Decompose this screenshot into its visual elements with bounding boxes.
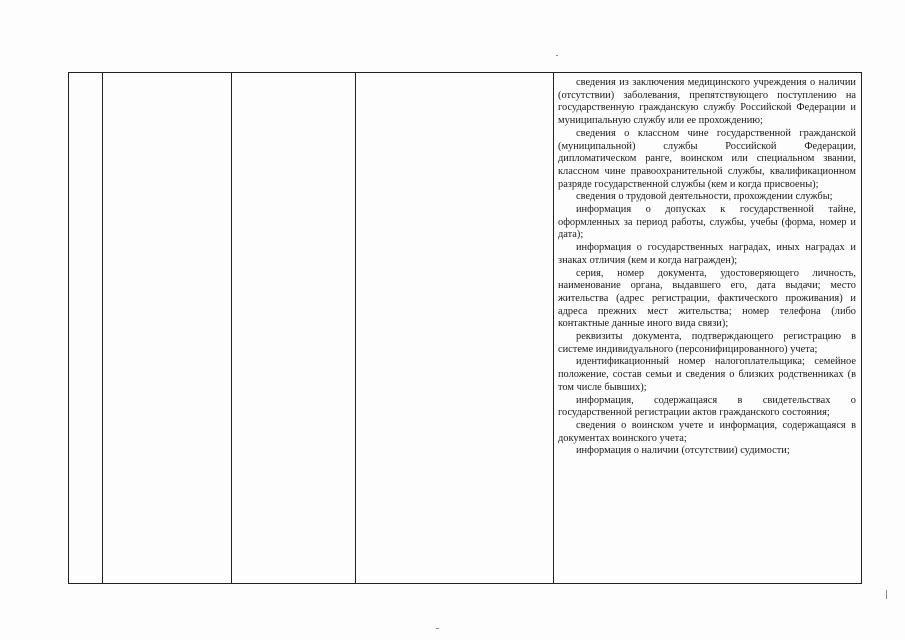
paragraph-class-rank: сведения о классном чине государственной гражданской (муниципальной) службы Российской Федерации, дипломатическом ранге, воинском или специальном звании, классном чине правоохранительной службы, квалификационном разряде государственной службы (кем и когда присвоены); xyxy=(558,127,856,190)
paragraph-identity-document: серия, номер документа, удостоверяющего личность, наименование органа, выдавшего его, дата выдачи; место жительства (адрес регистрации, фактического проживания) и адреса прежних мест жительства; номер телефона (либо контактные данные иного вида связи); xyxy=(558,267,856,330)
paragraph-military-record: сведения о воинском учете и информация, содержащаяся в документах воинского учета; xyxy=(558,419,856,444)
scan-speck xyxy=(886,590,887,599)
column-divider-4 xyxy=(553,73,554,583)
paragraph-state-secret-access: информация о допусках к государственной тайне, оформленных за период работы, службы, учебы (форма, номер и дата); xyxy=(558,204,856,241)
paragraph-pension-registration: реквизиты документа, подтверждающего регистрацию в системе индивидуального (персонифицированного) учета; xyxy=(558,331,856,355)
column-divider-1 xyxy=(102,73,103,583)
scan-speck xyxy=(556,55,558,56)
paragraph-awards: информация о государственных наградах, иных наградах и знаках отличия (кем и когда награжден); xyxy=(558,242,856,266)
paragraph-criminal-record: информация о наличии (отсутствии) судимости; xyxy=(576,445,790,457)
paragraph-civil-status: информация, содержащаяся в свидетельствах о государственной регистрации актов гражданского состояния; xyxy=(558,394,856,419)
paragraph-medical-conclusion: сведения из заключения медицинского учреждения о наличии (отсутствии) заболевания, препятствующего поступлению на государственную гражданскую службу Российской Федерации и муниципальную службу или ее прохождению; xyxy=(558,77,856,127)
column-divider-3 xyxy=(355,73,356,583)
paragraph-work-history: сведения о трудовой деятельности, прохождении службы; xyxy=(576,191,833,203)
scan-speck xyxy=(436,628,439,629)
document-table xyxy=(68,72,862,584)
column-divider-2 xyxy=(231,73,232,583)
paragraph-tax-id-family: идентификационный номер налогоплательщика; семейное положение, состав семьи и сведения о близких родственниках (в том числе бывших); xyxy=(558,356,856,393)
description-cell xyxy=(558,77,856,458)
